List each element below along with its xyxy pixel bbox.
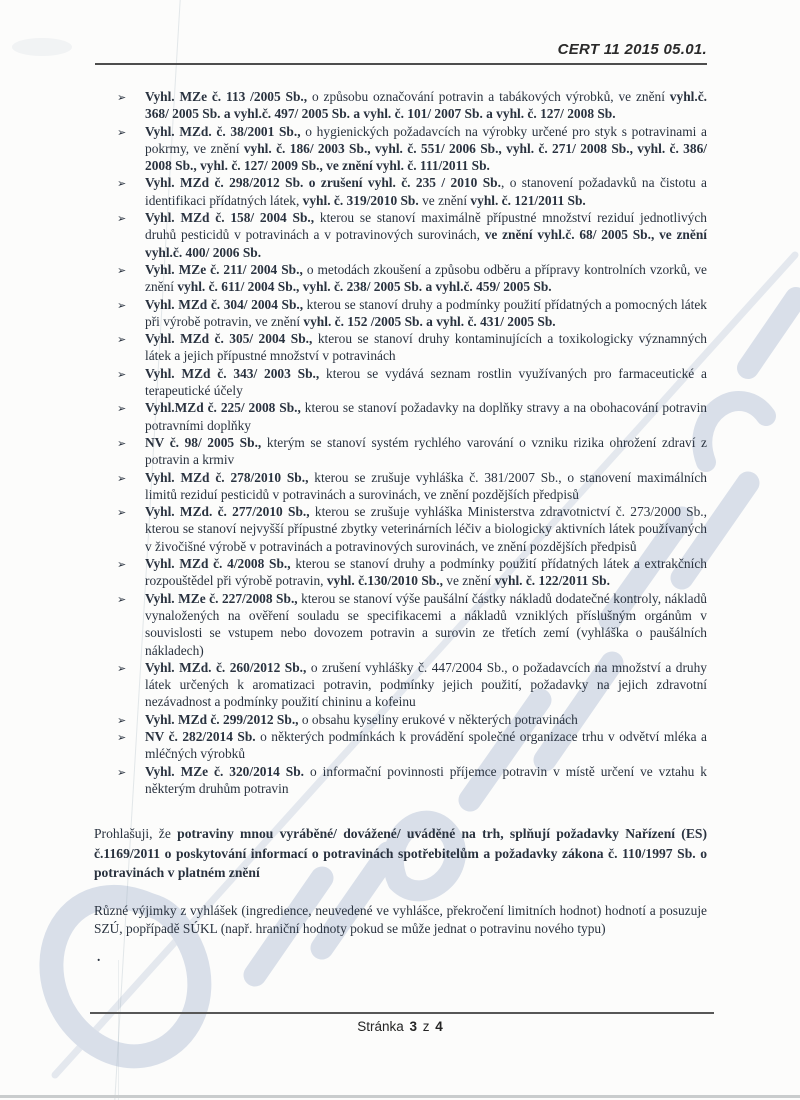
regulation-text [145,435,707,467]
regulation-item [94,209,707,261]
bold-text-segment: vyhl. č. 319/2010 Sb. [302,192,419,208]
regulation-item [94,590,707,659]
page-number-line [0,1019,800,1034]
bullet-arrow-icon: ➢ [117,125,127,139]
bullet-arrow-icon: ➢ [117,436,127,450]
regulation-list [94,88,707,797]
regulation-text [145,470,707,502]
bullet-arrow-icon: ➢ [117,263,127,277]
text-segment: o některých podmínkách k provádění společné organizace trhu v odvětví mléka a mléčných výrobků [145,728,707,762]
regulation-text [145,210,707,260]
bold-text-segment: Vyhl. MZe č. 320/2014 Sb. [145,763,305,779]
regulation-text [145,591,707,658]
page-total: 4 [435,1019,443,1034]
bullet-arrow-icon: ➢ [117,765,127,779]
bullet-arrow-icon: ➢ [117,506,127,520]
stray-period: . [97,948,101,964]
bullet-arrow-icon: ➢ [117,730,127,744]
regulation-item [94,174,707,209]
exceptions-note-paragraph [94,902,707,939]
text-segment: ve znění [418,192,471,208]
bold-text-segment: NV č. 282/2014 Sb. [145,728,256,744]
regulation-item [94,728,707,763]
regulation-text [145,660,707,710]
bold-text-segment: Vyhl. MZd č. 305/ 2004 Sb., [145,331,313,347]
bullet-arrow-icon: ➢ [117,212,127,226]
bullet-arrow-icon: ➢ [117,333,127,347]
bullet-arrow-icon: ➢ [117,713,127,727]
regulation-text [145,297,707,329]
regulation-text [145,175,707,207]
bold-text-segment: vyhl. č. 121/2011 Sb. [470,192,586,208]
regulation-item [94,469,707,504]
page-word: Stránka [357,1019,404,1034]
regulation-text [145,366,707,398]
text-segment: kterou se zrušuje vyhláška č. 381/2007 Sb., o stanovení maximálních limitů reziduí pesticidů v potravinách a surovinách, ve znění pozdějších předpisů [145,469,707,502]
text-segment: o zrušení vyhlášky č. 447/2004 Sb., o požadavcích na množství a druhy látek určených k aromatizaci potravin, podmínky jejich použití, požadavky na jejich zdravotní nezávadnost a podmínky použití chininu a kofeinu [145,659,707,710]
bullet-arrow-icon: ➢ [117,402,127,416]
bold-text-segment: NV č. 98/ 2005 Sb., [145,434,262,450]
document-body [94,88,707,965]
of-word: z [422,1019,430,1034]
bold-text-segment: Vyhl. MZe č. 227/2008 Sb., [145,590,298,606]
text-segment: kterou se stanoví výše paušální částky nákladů dodatečné kontroly, nákladů vynaložených na ověření souladu se specifikacemi a nákladů vzniklých příslušným orgánům v souvislosti se vstupem nebo dovozem potravin a surovin ze třetích zemí (vyhláška o paušálních nákladech) [145,590,707,658]
regulation-item [94,261,707,296]
regulation-text [145,556,707,588]
bold-text-segment: vyhl. č. 152 /2005 Sb. a vyhl. č. 431/ 2005 Sb. [303,313,556,329]
bold-text-segment: Vyhl. MZd. č. 38/2001 Sb., [145,123,301,139]
regulation-item [94,296,707,331]
text-segment: Prohlašuji, že [94,826,178,842]
bold-text-segment: Vyhl. MZe č. 113 /2005 Sb., [145,89,308,104]
text-segment: o metodách zkoušení a způsobu odběru a přípravy kontrolních vzorků, ve znění [145,261,707,295]
bold-text-segment: Vyhl. MZd č. 4/2008 Sb., [145,556,291,572]
regulation-text [145,400,707,432]
text-segment: o obsahu kyseliny erukové v některých potravinách [298,711,578,727]
scan-bottom-edge [0,1095,800,1098]
regulation-item [94,123,707,175]
bold-text-segment: vyhl. č. 186/ 2003 Sb., vyhl. č. 551/ 2006 Sb., vyhl. č. 271/ 2008 Sb., vyhl. č. 386/ 2008 Sb., vyhl. č. 127/ 2009 Sb., ve znění vyhl. č. 111/2011 Sb. [145,140,707,174]
page-number: 3 [409,1019,417,1034]
regulation-item [94,555,707,590]
bullet-arrow-icon: ➢ [117,558,127,572]
scan-smudge [12,38,72,56]
text-segment: kterou se vydává seznam rostlin využívaných pro farmaceutické a terapeutické účely [145,365,707,399]
text-segment: kterou se stanoví maximálně přípustné množství reziduí jednotlivých druhů pesticidů v potravinách a v potravinových surovinách, [145,210,708,243]
regulation-text [145,504,707,554]
regulation-item [94,711,707,728]
bold-text-segment: Vyhl. MZd. č. 260/2012 Sb., [145,659,307,675]
bold-text-segment: ve znění vyhl.č. 68/ 2005 Sb., ve znění vyhl.č. 400/ 2006 Sb. [145,227,707,260]
bold-text-segment: Vyhl. MZd č. 299/2012 Sb., [145,711,299,727]
regulation-text [145,89,707,121]
declaration-paragraph [94,824,707,883]
bullet-arrow-icon: ➢ [117,661,127,675]
text-segment: o informační povinnosti příjemce potravin v místě určení ve vztahu k některým druhům potravin [145,763,707,796]
regulation-text [145,764,707,796]
text-segment: o hygienických požadavcích na výrobky určené pro styk s potravinami a pokrmy, ve znění [145,123,707,156]
bullet-arrow-icon: ➢ [117,91,127,104]
text-segment: Různé výjimky z vyhlášek (ingredience, neuvedené ve vyhlášce, překročení limitních hodnot) hodnotí a posuzuje SZÚ, popřípadě SÚKL (např. hraniční hodnoty pokud se může jednat o potravinu nového typu) [94,902,707,937]
text-segment: ve znění [442,573,495,589]
regulation-text [145,331,707,363]
header-rule [95,63,707,65]
regulation-item [94,659,707,711]
regulation-item [94,434,707,469]
footer-rule [90,1012,714,1014]
bold-text-segment: Vyhl. MZd č. 298/2012 Sb. o zrušení vyhl. č. 235 / 2010 Sb. [145,175,501,191]
bold-text-segment: Vyhl. MZd. č. 277/2010 Sb., [145,504,310,520]
bullet-arrow-icon: ➢ [117,177,127,191]
regulation-item [94,88,707,123]
text-segment: kterou se stanoví druhy kontaminujících a toxikologicky významných látek a jejich přípustné množství v potravinách [145,331,707,364]
text-segment: , o stanovení požadavků na čistotu a identifikaci přídatných látek, [145,175,707,208]
text-segment: o způsobu označování potravin a tabákových výrobků, ve znění [307,89,670,104]
bullet-arrow-icon: ➢ [117,592,127,606]
bullet-arrow-icon: ➢ [117,298,127,312]
bold-text-segment: vyhl.č. 368/ 2005 Sb. a vyhl.č. 497/ 2005 Sb. a vyhl. č. 101/ 2007 Sb. a vyhl. č. 127/ 2008 Sb. [145,89,707,122]
text-segment: kterou se stanoví druhy a podmínky použití přídatných a pomocných látek při výrobě potravin, ve znění [145,296,708,329]
text-segment: kterým se stanoví systém rychlého varování o vzniku rizika ohrožení zdraví z potravin a krmiv [145,434,708,468]
text-segment: kterou se zrušuje vyhláška Ministerstva zdravotnictví č. 273/2000 Sb., kterou se stanoví nejvyšší přípustné zbytky veterinárních léčiv a biologicky aktivních látek používaných v živočišné výrobě v potravinách a potravinových surovinách, ve znění pozdějších předpisů [145,504,708,554]
bold-text-segment: vyhl. č.130/2010 Sb., [326,573,443,589]
regulation-item [94,365,707,400]
regulation-item [94,399,707,434]
bold-text-segment: Vyhl. MZd č. 304/ 2004 Sb., [145,296,304,312]
bullet-arrow-icon: ➢ [117,367,127,381]
regulation-text [145,712,578,727]
regulation-item [94,503,707,555]
document-reference: CERT 11 2015 05.01. [557,41,707,58]
bullet-arrow-icon: ➢ [117,471,127,485]
bold-text-segment: Vyhl.MZd č. 225/ 2008 Sb., [145,400,301,416]
bold-text-segment: Vyhl. MZd č. 158/ 2004 Sb., [145,210,315,226]
text-segment: kterou se stanoví druhy a podmínky použití přídatných látek a extrakčních rozpouštědel při výrobě potravin, [145,556,707,589]
regulation-text [145,262,707,294]
text-segment: kterou se stanoví požadavky na doplňky stravy a na obohacování potravin potravními doplňky [145,400,707,433]
regulation-text [145,124,707,174]
regulation-item [94,763,707,798]
bold-text-segment: Vyhl. MZe č. 211/ 2004 Sb., [145,261,303,277]
regulation-item [94,330,707,365]
bold-text-segment: potraviny mnou vyráběné/ dovážené/ uváděné na trh, splňují požadavky Nařízení (ES) č.1169/2011 o poskytování informací o potravinách spotřebitelům a požadavky zákona č. 110/1997 Sb. o potravinách v platném znění [94,826,707,881]
bold-text-segment: vyhl. č. 611/ 2004 Sb., vyhl. č. 238/ 2005 Sb. a vyhl.č. 459/ 2005 Sb. [177,279,552,295]
bold-text-segment: Vyhl. MZd č. 343/ 2003 Sb., [145,365,320,381]
bold-text-segment: vyhl. č. 122/2011 Sb. [494,573,610,589]
bold-text-segment: Vyhl. MZd č. 278/2010 Sb., [145,469,309,485]
regulation-text [145,729,707,761]
